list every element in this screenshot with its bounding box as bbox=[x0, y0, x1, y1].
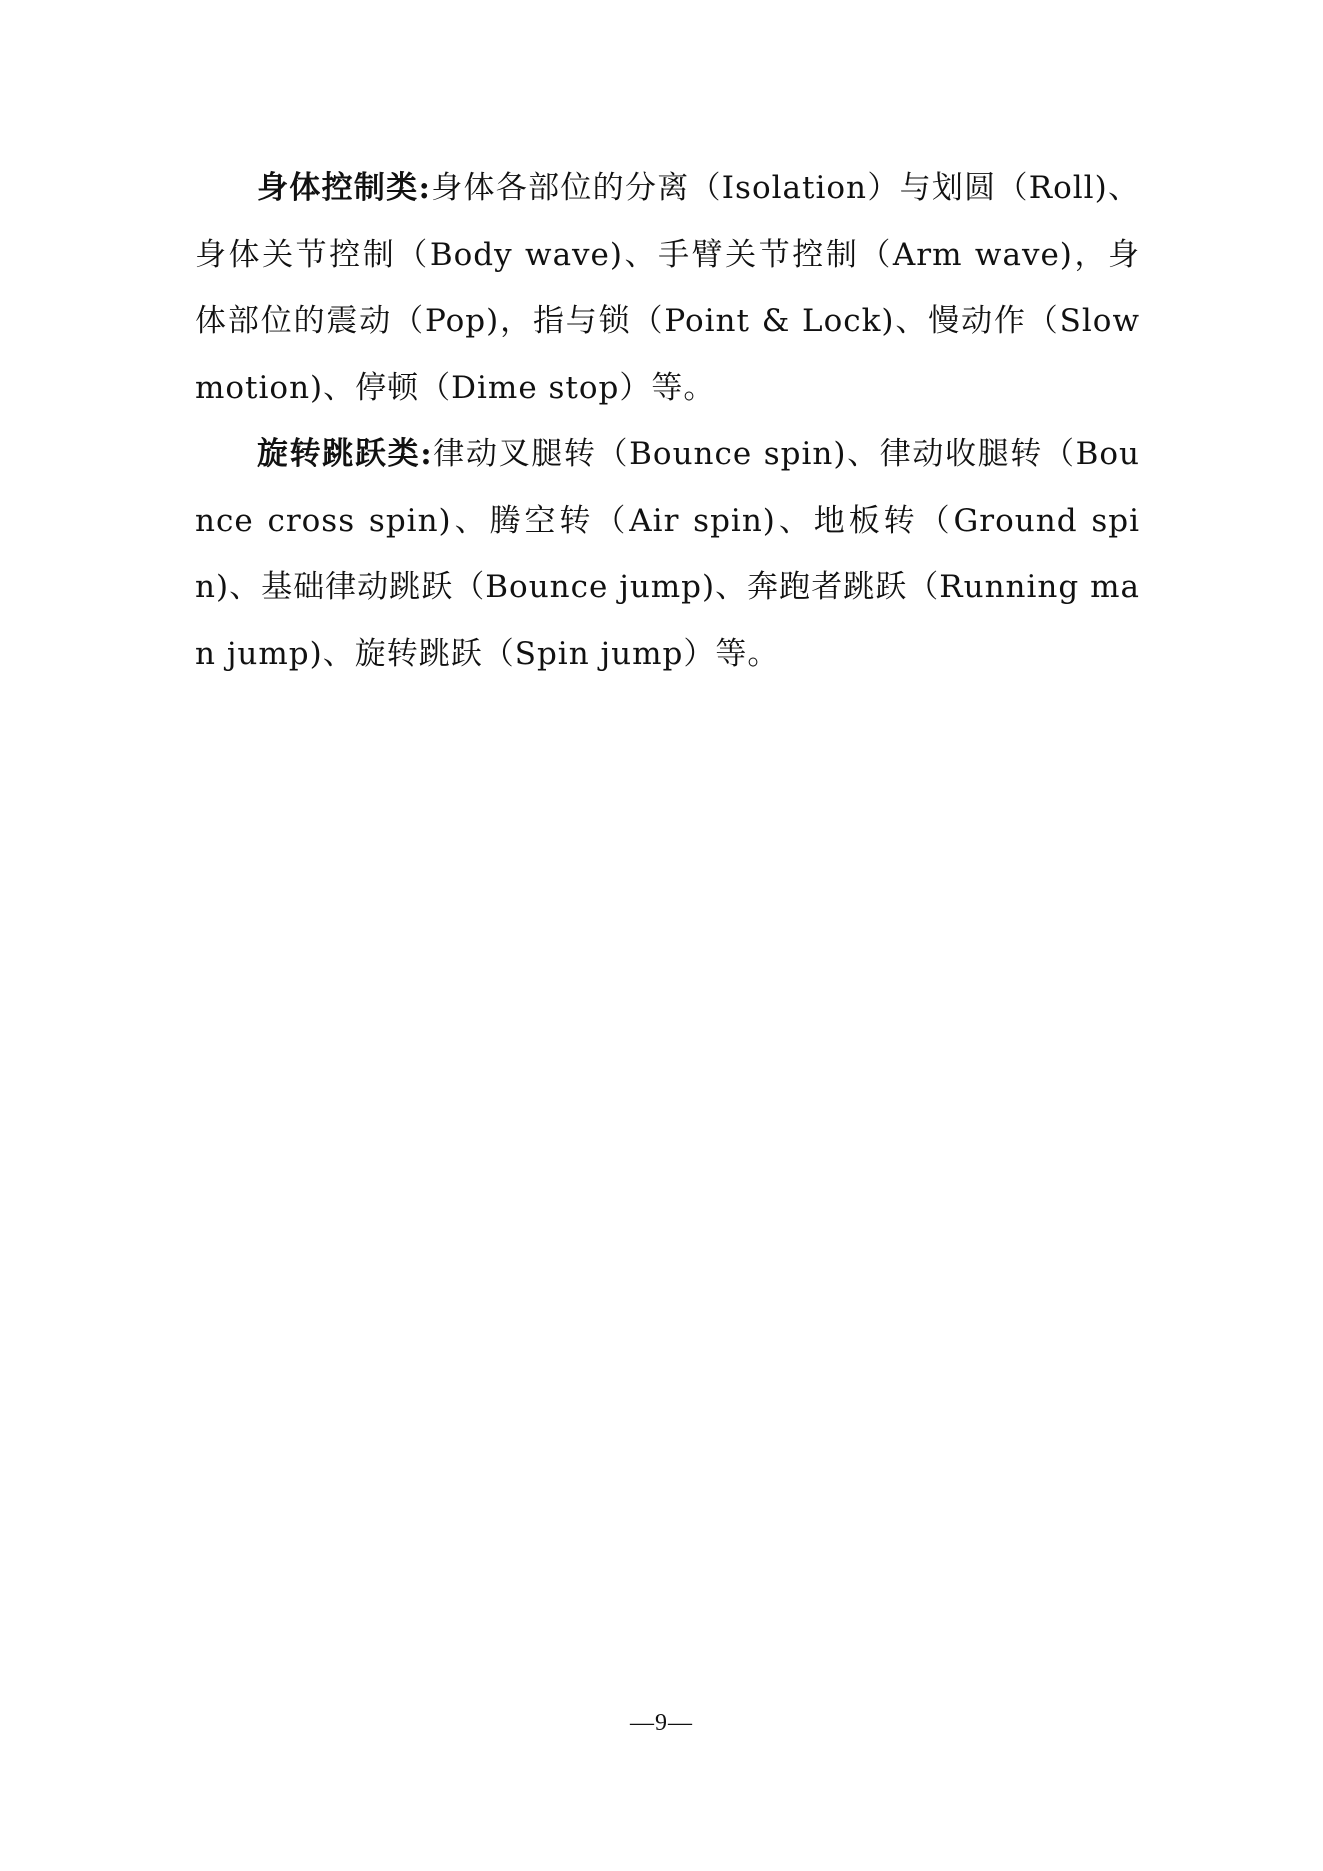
paragraph-text: 律动叉腿转（Bounce spin)、律动收腿转（Bounce cross spin)、腾空转（Air spin)、地板转（Ground spin)、基础律动跳跃（Bounce jump)、奔跑者跳跃（Running man jump)、旋转跳跃（Spin jump）等。 bbox=[195, 436, 1140, 672]
paragraph-body-control bbox=[195, 155, 1140, 421]
paragraph-label: 身体控制类: bbox=[257, 170, 431, 206]
page-number: —9— bbox=[630, 1710, 693, 1736]
paragraph-spin-jump bbox=[195, 421, 1140, 687]
paragraph-text: 身体各部位的分离（Isolation）与划圆（Roll)、身体关节控制（Body wave)、手臂关节控制（Arm wave)，身体部位的震动（Pop)，指与锁（Point & Lock)、慢动作（Slow motion)、停顿（Dime stop）等。 bbox=[195, 170, 1140, 406]
body-text bbox=[195, 155, 1140, 687]
paragraph-label: 旋转跳跃类: bbox=[257, 436, 433, 472]
